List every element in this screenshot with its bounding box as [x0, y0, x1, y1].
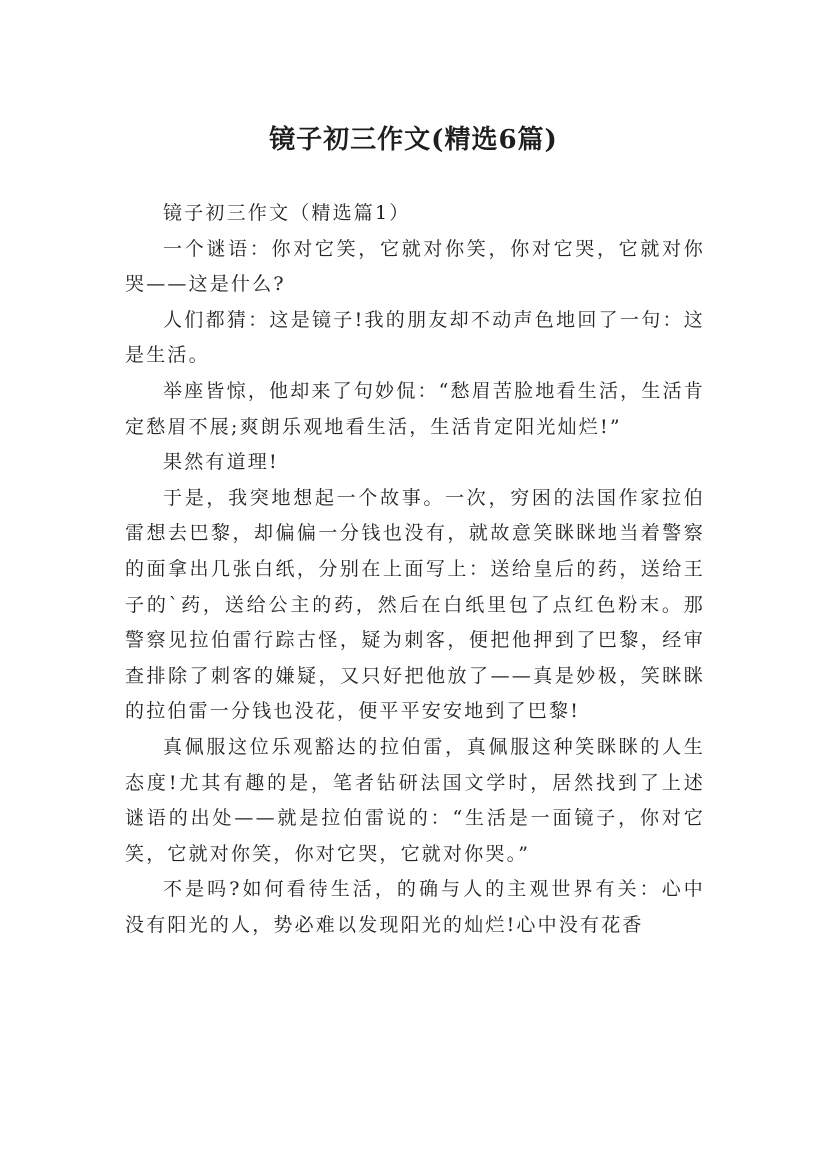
- paragraph: 人们都猜：这是镜子!我的朋友却不动声色地回了一句：这是生活。: [125, 308, 705, 367]
- document-title: 镜子初三作文(精选6篇): [269, 125, 558, 156]
- paragraph: 一个谜语：你对它笑，它就对你笑，你对它哭，它就对你哭——这是什么?: [125, 237, 705, 296]
- paragraph: 果然有道理!: [163, 451, 279, 474]
- document-body: [125, 196, 705, 943]
- paragraph: 于是，我突地想起一个故事。一次，穷困的法国作家拉伯雷想去巴黎，却偏偏一分钱也没有，就故意笑眯眯地当着警察的面拿出几张白纸，分别在上面写上：送给皇后的药，送给王子的`药，送给公主的药，然后在白纸里包了点红色粉末。那警察见拉伯雷行踪古怪，疑为刺客，便把他押到了巴黎，经审查排除了刺客的嫌疑，又只好把他放了——真是妙极，笑眯眯的拉伯雷一分钱也没花，便平平安安地到了巴黎!: [125, 486, 705, 723]
- paragraph: 举座皆惊，他却来了句妙侃：“愁眉苦脸地看生活，生活肯定愁眉不展;爽朗乐观地看生活，生活肯定阳光灿烂!”: [125, 379, 705, 438]
- section-heading: 镜子初三作文（精选篇1）: [163, 202, 411, 224]
- paragraph: 不是吗?如何看待生活，的确与人的主观世界有关：心中没有阳光的人，势必难以发现阳光的灿烂!心中没有花香: [125, 878, 705, 936]
- paragraph: 真佩服这位乐观豁达的拉伯雷，真佩服这种笑眯眯的人生态度!尤其有趣的是，笔者钻研法国文学时，居然找到了上述谜语的出处——就是拉伯雷说的：“生活是一面镜子，你对它笑，它就对你笑，你对它哭，它就对你哭。”: [125, 735, 705, 865]
